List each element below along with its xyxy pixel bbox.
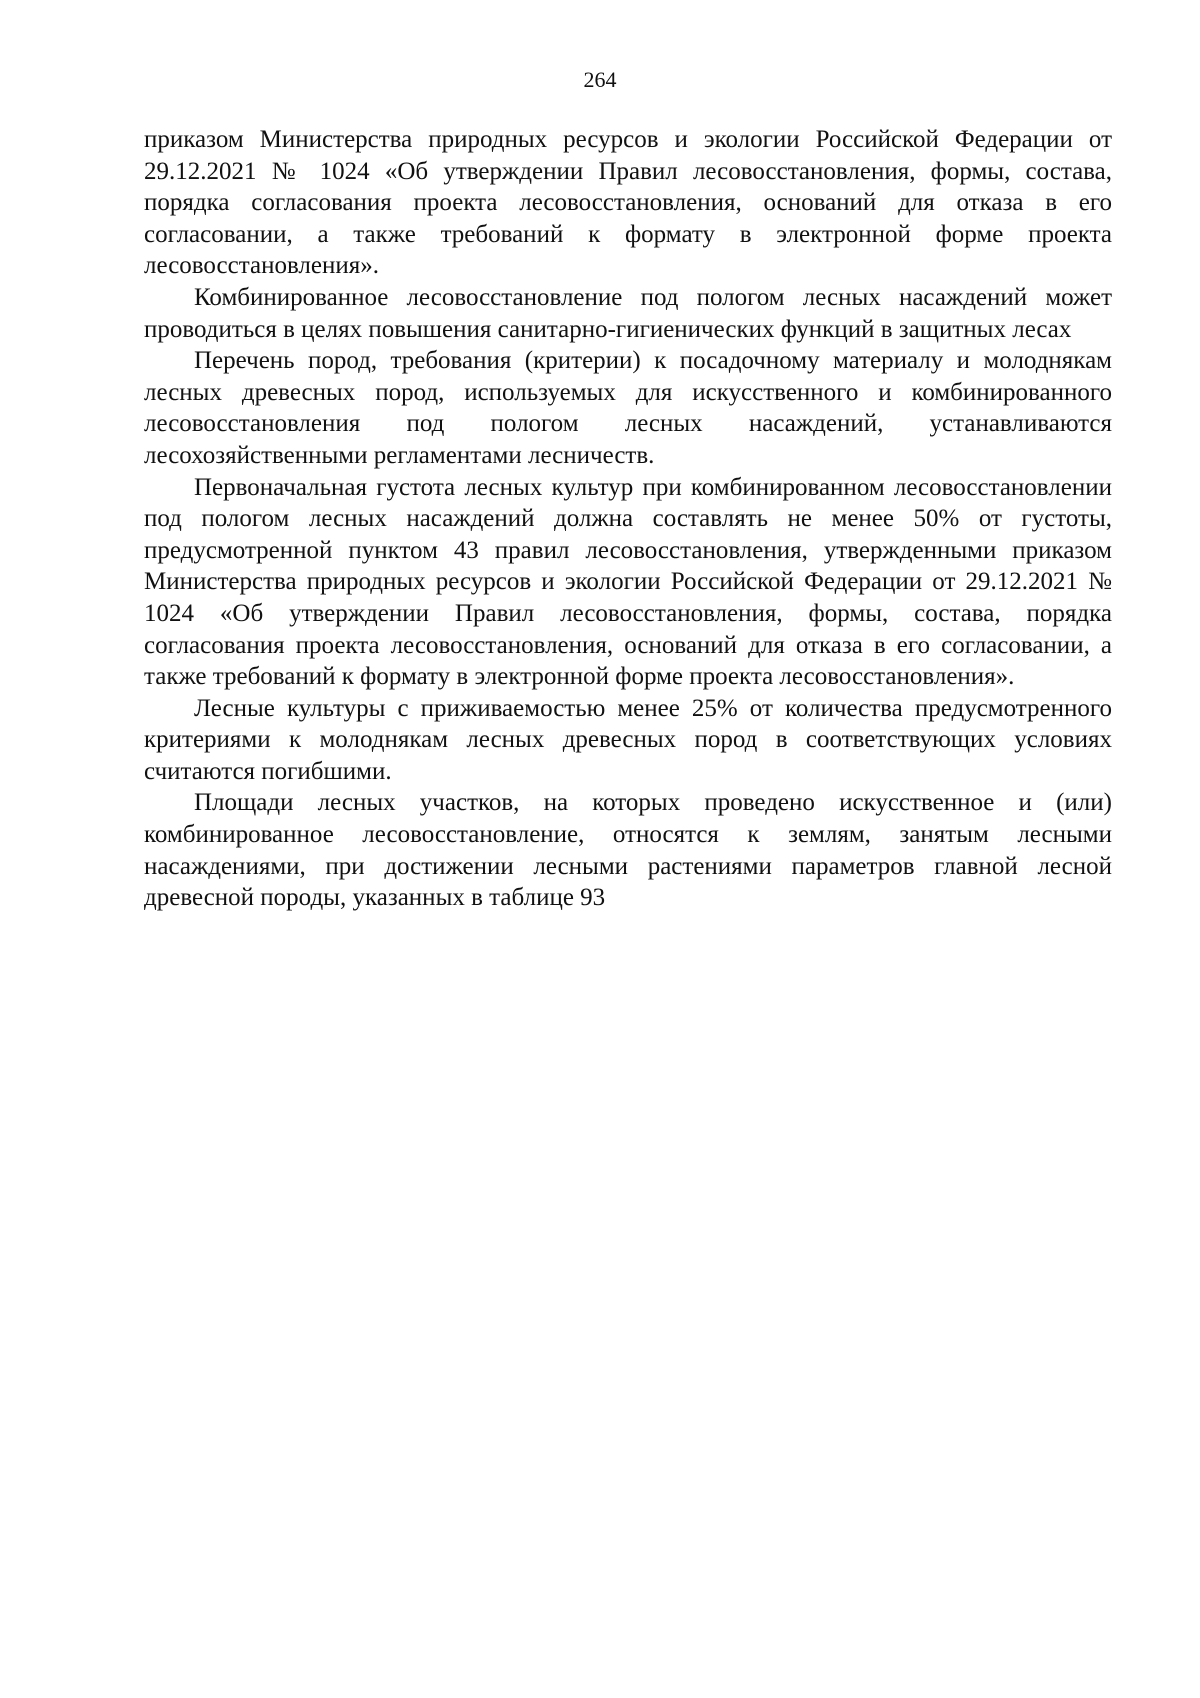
paragraph-survival-rate: Лесные культуры с приживаемостью менее 25% от количества предусмотренного критериями к молоднякам лесных древесных пород в соответствующих условиях считаются погибшими. [144, 694, 1112, 785]
paragraph-combined-reforestation: Комбинированное лесовосстановление под пологом лесных насаждений может проводиться в целях повышения санитарно-гигиенических функций в защитных лесах [144, 283, 1112, 343]
paragraph-land-areas: Площади лесных участков, на которых проведено искусственное и (или) комбинированное лесовосстановление, относятся к землям, занятым лесными насаждениями, при достижении лесными растениями параметров главной лесной древесной породы, указанных в таблице 93 [144, 789, 1112, 912]
page-number: 264 [583, 67, 617, 92]
document-body [144, 124, 1112, 914]
paragraph-initial-density: Первоначальная густота лесных культур при комбинированном лесовосстановлении под пологом лесных насаждений должна составлять не менее 50% от густоты, предусмотренной пунктом 43 правил лесовосстановления, утвержденными приказом Министерства природных ресурсов и экологии Российской Федерации от 29.12.2021 № 1024 «Об утверждении Правил лесовосстановления, формы, состава, порядка согласования проекта лесовосстановления, оснований для отказа в его согласовании, а также требований к формату в электронной форме проекта лесовосстановления». [144, 473, 1112, 691]
paragraph-species-list: Перечень пород, требования (критерии) к посадочному материалу и молоднякам лесных древесных пород, используемых для искусственного и комбинированного лесовосстановления под пологом лесных насаждений, устанавливаются лесохозяйственными регламентами лесничеств. [144, 347, 1112, 469]
paragraph-continuation: приказом Министерства природных ресурсов и экологии Российской Федерации от 29.12.2021 № 1024 «Об утверждении Правил лесовосстановления, формы, состава, порядка согласования проекта лесовосстановления, оснований для отказа в его согласовании, а также требований к формату в электронной форме проекта лесовосстановления». [144, 126, 1112, 280]
